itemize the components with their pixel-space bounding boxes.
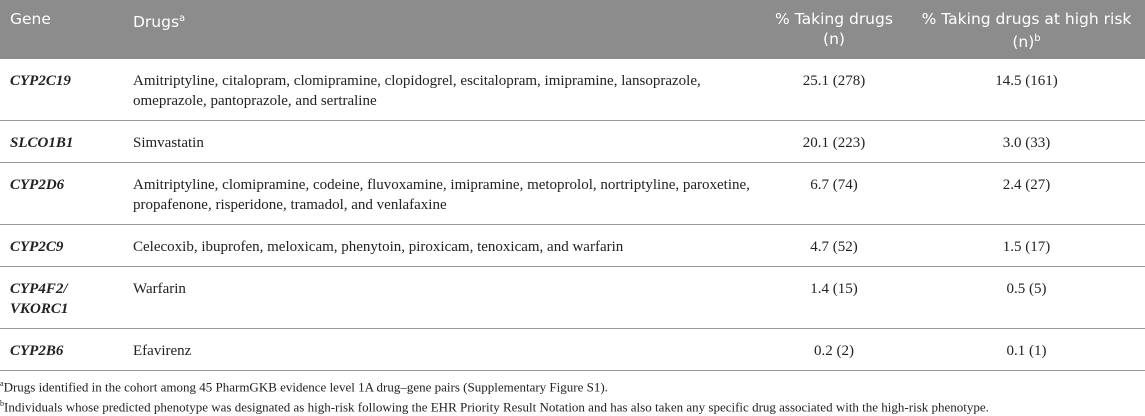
taking-cell: 1.4 (15) (760, 267, 908, 329)
footnote-a-mark: a (0, 379, 4, 389)
footnote-a-text: Drugs identified in the cohort among 45 PharmGKB evidence level 1A drug–gene pairs (Supplementary Figure S1). (3, 379, 608, 395)
drugs-cell: Efavirenz (123, 329, 760, 371)
high-risk-cell: 2.4 (27) (908, 163, 1145, 225)
footnote-a (0, 375, 1145, 395)
high-risk-cell: 1.5 (17) (908, 225, 1145, 267)
taking-cell: 6.7 (74) (760, 163, 908, 225)
taking-cell: 25.1 (278) (760, 59, 908, 121)
footnote-marker-b: b (1034, 33, 1041, 44)
drugs-cell: Amitriptyline, clomipramine, codeine, fluvoxamine, imipramine, metoprolol, nortriptyline, paroxetine, propafenone, risperidone, tramadol, and venlafaxine (123, 163, 760, 225)
footnote-marker-a: a (179, 13, 186, 24)
footnote-b-text: Individuals whose predicted phenotype was designated as high-risk following the EHR Priority Result Notation and has also taken any specific drug associated with the high-risk phenotype. (4, 399, 989, 415)
header-gene: Gene (0, 0, 123, 59)
gene-cell: CYP2B6 (0, 329, 123, 371)
table-row (0, 163, 1145, 225)
high-risk-cell: 0.5 (5) (908, 267, 1145, 329)
gene-cell: CYP2D6 (0, 163, 123, 225)
taking-cell: 4.7 (52) (760, 225, 908, 267)
table-row (0, 329, 1145, 371)
high-risk-cell: 0.1 (1) (908, 329, 1145, 371)
table-row (0, 225, 1145, 267)
high-risk-cell: 3.0 (33) (908, 121, 1145, 163)
header-taking: % Taking drugs (n) (760, 0, 908, 59)
table-row (0, 59, 1145, 121)
taking-cell: 20.1 (223) (760, 121, 908, 163)
drugs-cell: Simvastatin (123, 121, 760, 163)
high-risk-cell: 14.5 (161) (908, 59, 1145, 121)
header-drugs: Drugs$^a$ (123, 0, 760, 59)
drugs-cell: Amitriptyline, citalopram, clomipramine, clopidogrel, escitalopram, imipramine, lansoprazole, omeprazole, pantoprazole, and sertraline (123, 59, 760, 121)
table-row (0, 121, 1145, 163)
footnote-b-mark: b (0, 399, 4, 409)
table-row (0, 267, 1145, 329)
gene-cell: SLCO1B1 (0, 121, 123, 163)
gene-cell: CYP4F2/ VKORC1 (0, 267, 123, 329)
footnote-b (0, 395, 1145, 415)
drugs-cell: Warfarin (123, 267, 760, 329)
footnotes (0, 371, 1145, 416)
gene-cell: CYP2C9 (0, 225, 123, 267)
taking-cell: 0.2 (2) (760, 329, 908, 371)
table-header (0, 0, 1145, 59)
gene-cell: CYP2C19 (0, 59, 123, 121)
header-high-risk: % Taking drugs at high risk $(n)^b$ (908, 0, 1145, 59)
drugs-cell: Celecoxib, ibuprofen, meloxicam, phenytoin, piroxicam, tenoxicam, and warfarin (123, 225, 760, 267)
